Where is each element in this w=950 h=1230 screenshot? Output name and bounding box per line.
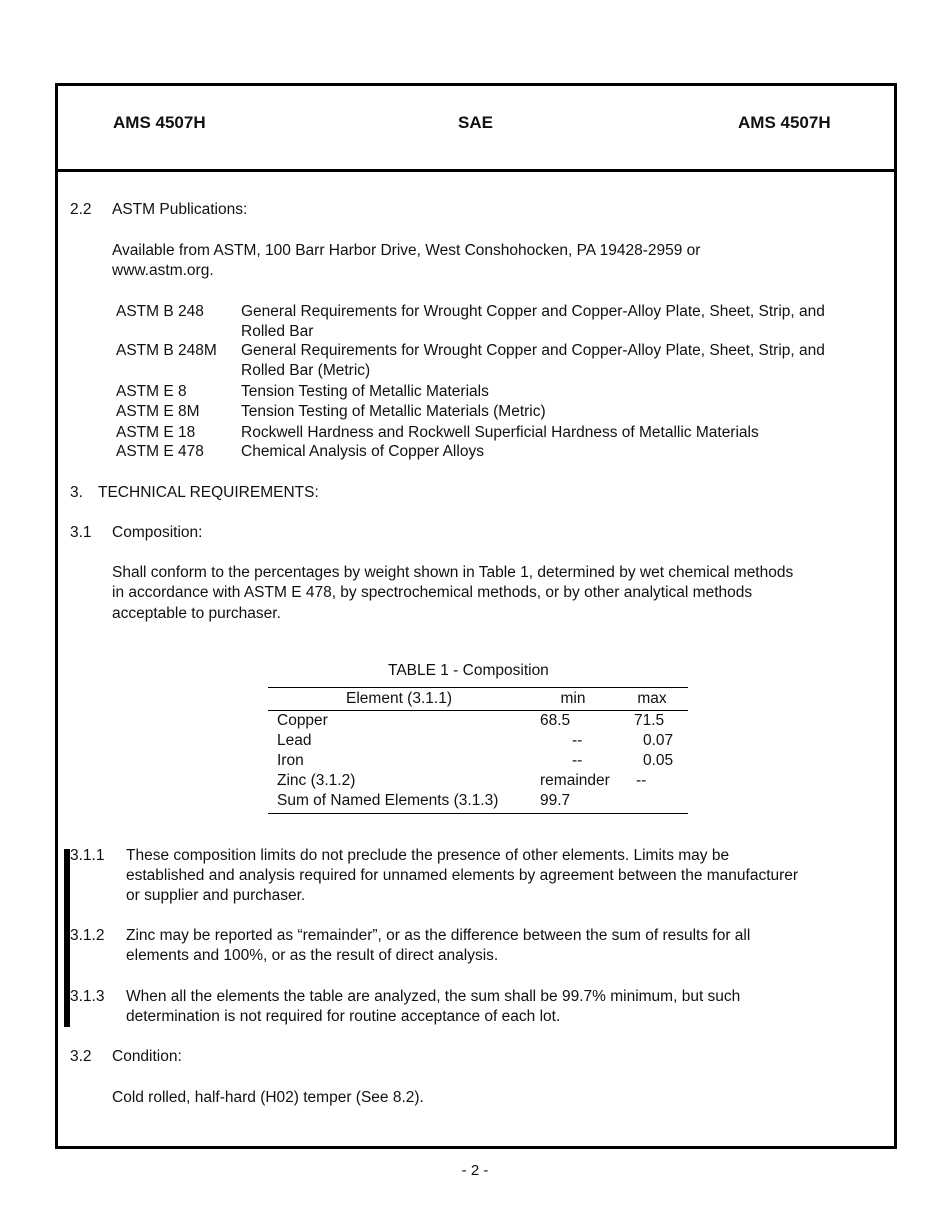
section-2-2-number: 2.2: [70, 201, 92, 218]
column-header-max: max: [616, 688, 688, 711]
section-3-1-3-line-2: determination is not required for routine acceptance of each lot.: [126, 1008, 561, 1025]
table-row: [268, 731, 688, 751]
section-3-1-3-line-1: When all the elements the table are analyzed, the sum shall be 99.7% minimum, but such: [126, 988, 741, 1005]
cell-min: --: [572, 752, 583, 769]
astm-availability-line-2: www.astm.org.: [112, 262, 214, 279]
section-3-2-number: 3.2: [70, 1048, 92, 1065]
reference-code: ASTM E 8: [116, 383, 187, 400]
composition-table: [268, 687, 688, 814]
cell-max: 0.05: [643, 752, 674, 769]
reference-title: Tension Testing of Metallic Materials: [241, 383, 489, 400]
section-3-title: TECHNICAL REQUIREMENTS:: [98, 484, 319, 501]
section-3-1-2-number: 3.1.2: [70, 927, 105, 944]
cell-element: Lead: [277, 732, 312, 749]
table-header-row: [268, 688, 688, 711]
table-row: [268, 771, 688, 791]
section-3-2-title: Condition:: [112, 1048, 182, 1065]
reference-title: Chemical Analysis of Copper Alloys: [241, 443, 484, 460]
cell-element: Zinc (3.1.2): [277, 772, 356, 789]
header-org: SAE: [458, 113, 493, 132]
section-3-1-2-line-2: elements and 100%, or as the result of direct analysis.: [126, 947, 499, 964]
reference-code: ASTM E 8M: [116, 403, 200, 420]
cell-min: 99.7: [530, 791, 616, 814]
section-3-1-1-line-1: These composition limits do not preclude the presence of other elements. Limits may be: [126, 847, 730, 864]
cell-min: 68.5: [540, 712, 571, 729]
section-3-1-number: 3.1: [70, 524, 92, 541]
reference-title: Tension Testing of Metallic Materials (Metric): [241, 403, 546, 420]
composition-text-line-3: acceptable to purchaser.: [112, 605, 281, 622]
reference-code: ASTM E 478: [116, 443, 204, 460]
page-number: - 2 -: [461, 1162, 489, 1179]
cell-element: Sum of Named Elements (3.1.3): [268, 791, 530, 814]
table-row: [268, 751, 688, 771]
column-header-element: Element (3.1.1): [268, 688, 530, 711]
reference-title: Rockwell Hardness and Rockwell Superficial Hardness of Metallic Materials: [241, 424, 759, 441]
cell-element: Copper: [277, 712, 328, 729]
column-header-min: min: [530, 688, 616, 711]
page-frame: [55, 83, 897, 1149]
cell-max: [616, 791, 688, 814]
table-caption: TABLE 1 - Composition: [388, 662, 549, 679]
reference-code: ASTM B 248M: [116, 342, 217, 359]
cell-max: 0.07: [643, 732, 674, 749]
section-3-1-1-number: 3.1.1: [70, 847, 105, 864]
reference-title: General Requirements for Wrought Copper and Copper-Alloy Plate, Sheet, Strip, and Rolled Bar: [241, 303, 825, 340]
astm-availability-line-1: Available from ASTM, 100 Barr Harbor Drive, West Conshohocken, PA 19428-2959 or: [112, 242, 701, 259]
reference-code: ASTM B 248: [116, 303, 204, 320]
composition-text-line-1: Shall conform to the percentages by weight shown in Table 1, determined by wet chemical methods: [112, 564, 794, 581]
reference-code: ASTM E 18: [116, 424, 196, 441]
reference-title: General Requirements for Wrought Copper and Copper-Alloy Plate, Sheet, Strip, and Rolled Bar (Metric): [241, 342, 825, 379]
section-3-1-2-line-1: Zinc may be reported as “remainder”, or as the difference between the sum of results for all: [126, 927, 751, 944]
section-2-2-title: ASTM Publications:: [112, 201, 248, 218]
header-doc-id-left: AMS 4507H: [113, 113, 206, 132]
cell-min: remainder: [540, 772, 610, 789]
section-3-1-1-line-3: or supplier and purchaser.: [126, 887, 306, 904]
header-doc-id-right: AMS 4507H: [738, 113, 831, 132]
cell-max: 71.5: [634, 712, 665, 729]
cell-min: --: [572, 732, 583, 749]
section-3-number: 3.: [70, 484, 83, 501]
cell-element: Iron: [277, 752, 304, 769]
condition-text: Cold rolled, half-hard (H02) temper (See 8.2).: [112, 1089, 424, 1106]
composition-text-line-2: in accordance with ASTM E 478, by spectrochemical methods, or by other analytical methods: [112, 584, 753, 601]
table-row: [268, 791, 688, 814]
section-3-1-title: Composition:: [112, 524, 203, 541]
table-row: [268, 711, 688, 732]
section-3-1-1-line-2: established and analysis required for unnamed elements by agreement between the manufacturer: [126, 867, 799, 884]
section-3-1-3-number: 3.1.3: [70, 988, 105, 1005]
cell-max: --: [636, 772, 647, 789]
document-header: [58, 86, 894, 172]
